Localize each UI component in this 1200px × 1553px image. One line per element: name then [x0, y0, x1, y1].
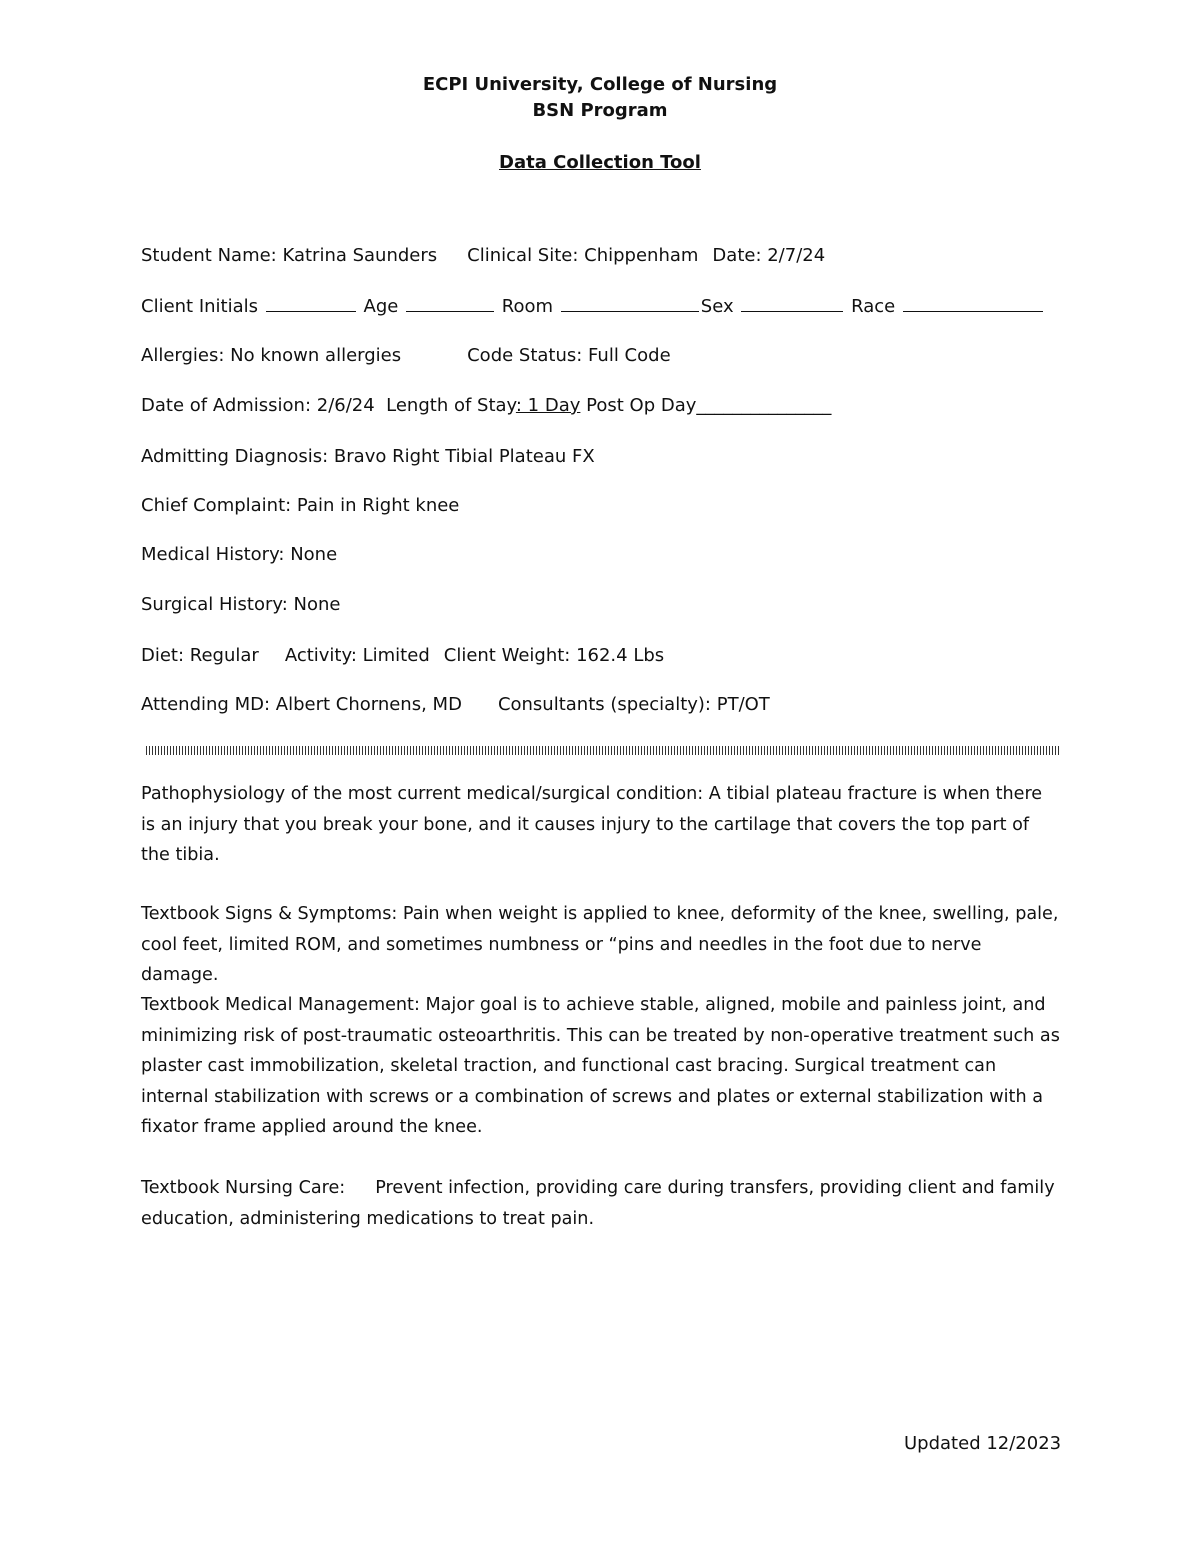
- medical-management-paragraph: Textbook Medical Management: Major goal is to achieve stable, aligned, mobile and painless joint, and minimizing risk of post-traumatic osteoarthritis. This can be treated by non-operative treatment such as plaster cast immobilization, skeletal traction, and functional cast bracing. Surgical treatment can internal stabilization with screws or a combination of screws and plates or external stabilization with a fixator frame applied around the knee.: [141, 995, 1060, 1137]
- code-status: Code Status: Full Code: [467, 345, 671, 366]
- room-label: Room: [501, 296, 554, 317]
- length-of-stay-value: : 1 Day: [515, 395, 581, 416]
- nursing-care-label: Textbook Nursing Care:: [141, 1178, 346, 1198]
- post-op-day-label: Post Op Day: [586, 395, 697, 416]
- admission-row: [141, 395, 831, 417]
- surgical-history: Surgical History: None: [141, 594, 341, 615]
- sex-label: Sex: [700, 296, 734, 317]
- client-weight: Client Weight: 162.4 Lbs: [443, 645, 665, 666]
- race-blank: [903, 295, 1043, 312]
- university-heading: ECPI University, College of Nursing: [422, 74, 778, 95]
- student-name: Student Name: Katrina Saunders: [141, 245, 438, 266]
- diet-activity-row: [141, 645, 664, 667]
- nursing-care-paragraph: [141, 1173, 1061, 1234]
- length-of-stay-label: Length of Stay: [386, 395, 516, 416]
- program-heading: BSN Program: [532, 100, 668, 121]
- clinical-site: Clinical Site: Chippenham: [467, 245, 699, 266]
- attending-md: Attending MD: Albert Chornens, MD: [141, 694, 462, 715]
- age-label: Age: [363, 296, 399, 317]
- client-initials-label: Client Initials: [141, 296, 259, 317]
- race-label: Race: [851, 296, 896, 317]
- pathophysiology-paragraph: Pathophysiology of the most current medical/surgical condition: A tibial plateau fracture is when there is an injury that you break your bone, and it causes injury to the cartilage that covers the top part of the tibia.: [141, 784, 1043, 865]
- section-divider: [146, 746, 1059, 755]
- admitting-diagnosis: Admitting Diagnosis: Bravo Right Tibial Plateau FX: [141, 446, 595, 467]
- client-initials-blank: [266, 295, 356, 312]
- age-blank: [406, 295, 494, 312]
- chief-complaint: Chief Complaint: Pain in Right knee: [141, 495, 460, 516]
- date-of-admission: Date of Admission: 2/6/24: [141, 395, 375, 416]
- signs-symptoms-paragraph: Textbook Signs & Symptoms: Pain when weight is applied to knee, deformity of the knee, swelling, pale, cool feet, limited ROM, and sometimes numbness or “pins and needles in the foot due to nerve damage.: [141, 904, 1059, 985]
- diet: Diet: Regular: [141, 645, 259, 666]
- consultants: Consultants (specialty): PT/OT: [497, 694, 770, 715]
- sex-blank: [741, 295, 843, 312]
- post-op-day-blank: _______________: [696, 395, 832, 416]
- updated-date: Updated 12/2023: [904, 1433, 1062, 1454]
- tool-title: Data Collection Tool: [499, 152, 701, 173]
- client-demographics-row: [141, 295, 1045, 318]
- nursing-care-text: Prevent infection, providing care during transfers, providing client and family education, administering medications to treat pain.: [141, 1178, 1055, 1229]
- medical-history: Medical History: None: [141, 544, 338, 565]
- visit-date: Date: 2/7/24: [712, 245, 826, 266]
- student-info-row: [141, 245, 825, 267]
- allergies-row: [141, 345, 671, 367]
- allergies: Allergies: No known allergies: [141, 345, 402, 366]
- providers-row: [141, 694, 770, 716]
- activity: Activity: Limited: [284, 645, 430, 666]
- room-blank: [561, 295, 699, 312]
